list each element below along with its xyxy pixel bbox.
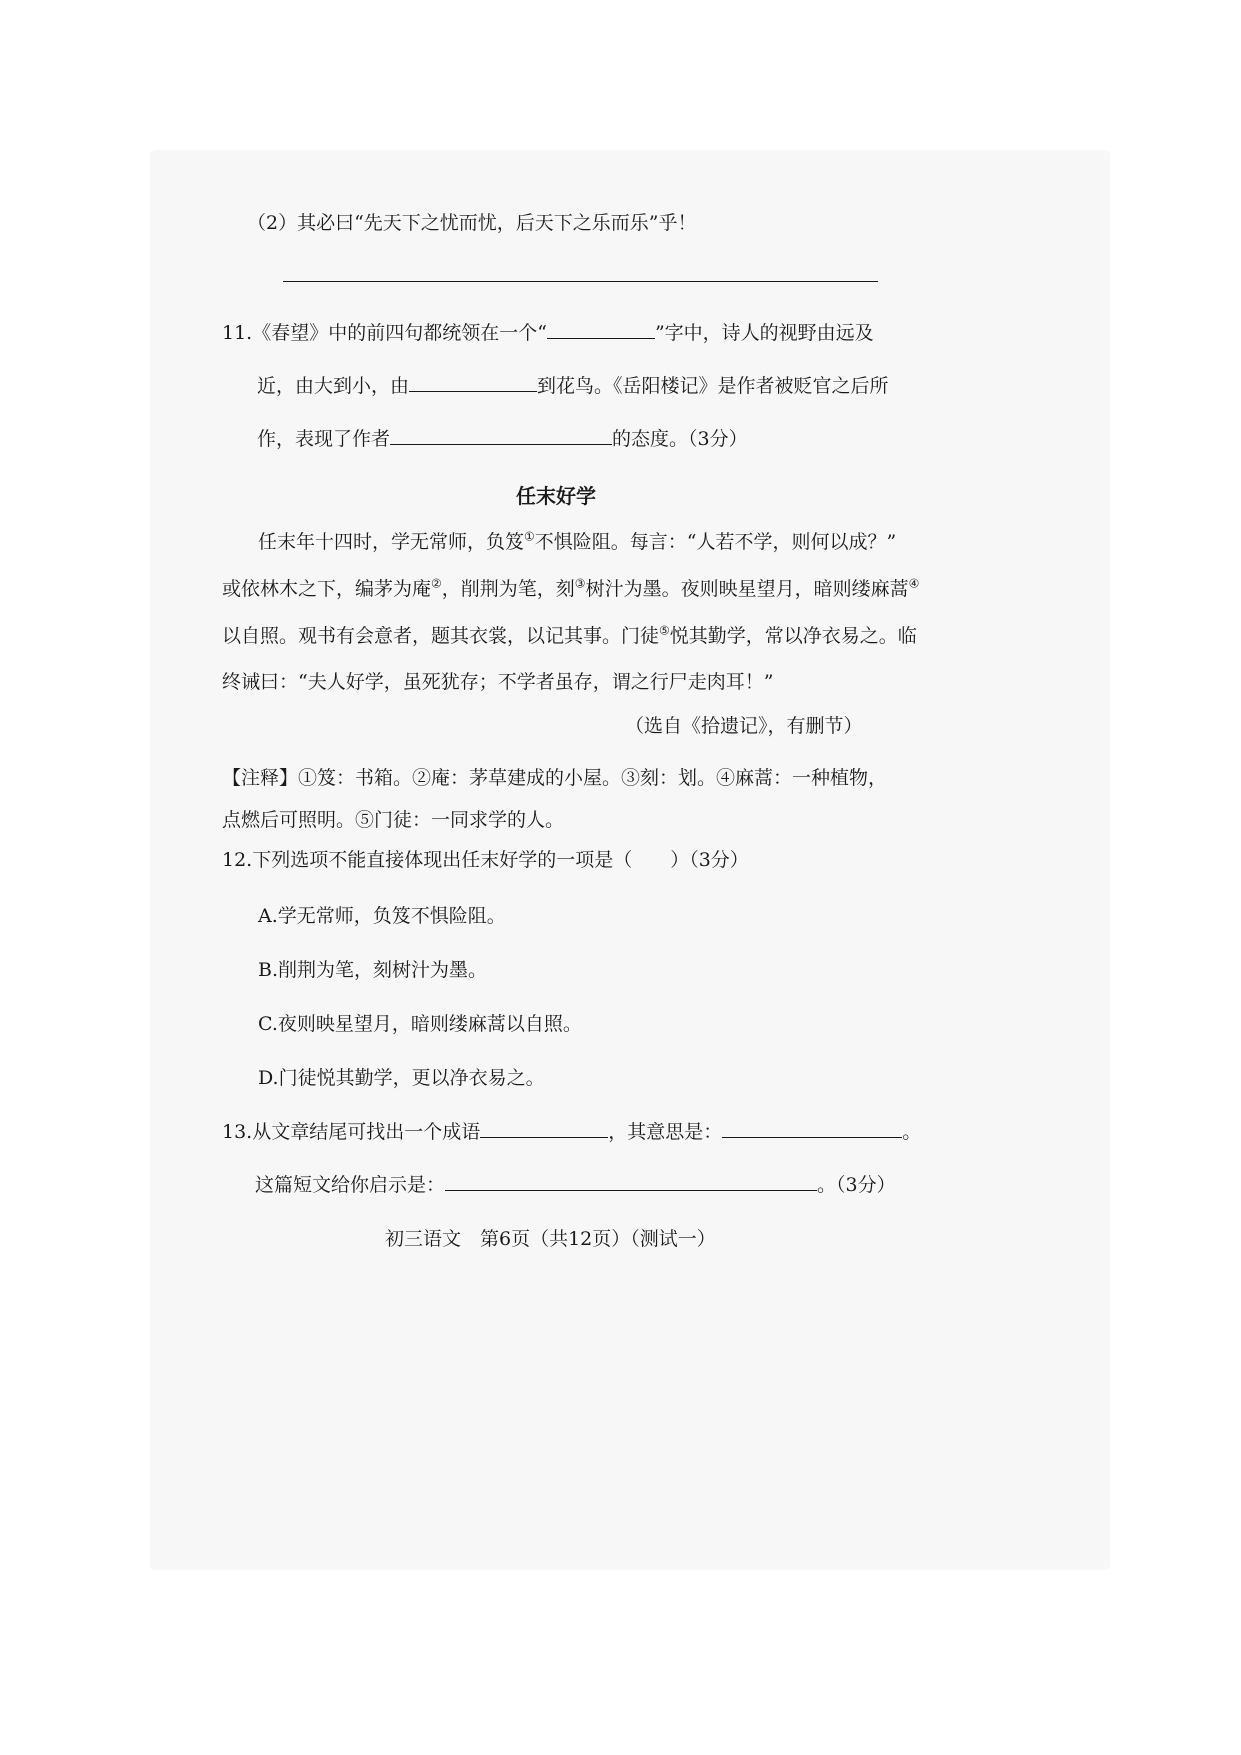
q11-line2-post: 到花鸟。《岳阳楼记》是作者被贬官之后所 [537, 375, 889, 397]
q11-line2 [257, 371, 889, 400]
page-footer: 初三语文 第6页（共12页）（测试一） [385, 1228, 716, 1250]
q10-line2: （2）其必曰“先天下之忧而忧，后天下之乐而乐”乎！ [247, 212, 697, 234]
notes-line-1: 【注释】①笈：书箱。②庵：茅草建成的小屋。③刻：划。④麻蒿：一种植物， [222, 767, 888, 789]
passage-text: 树汁为墨。夜则映星望月，暗则缕麻蒿 [585, 578, 909, 600]
q11-line1-post: ”字中，诗人的视野由远及 [654, 322, 874, 344]
passage-text: ，削荆为笔，刻 [441, 578, 575, 600]
q12-option-a[interactable]: A.学无常师，负笈不惧险阻。 [258, 905, 506, 927]
note-marker-3: ③ [574, 576, 586, 591]
note-marker-2: ② [431, 576, 442, 591]
q12-option-c[interactable]: C.夜则映星望月，暗则缕麻蒿以自照。 [258, 1013, 582, 1035]
passage-line-1 [258, 528, 896, 556]
passage-text: 任末年十四时，学无常师，负笈 [258, 531, 525, 553]
q12-stem: 12.下列选项不能直接体现出任末好学的一项是（ ）（3分） [222, 849, 749, 871]
q11-line3 [257, 424, 748, 453]
q13-line1 [222, 1117, 921, 1146]
passage-line-3 [222, 622, 917, 650]
q11-line2-pre: 近，由大到小，由 [257, 375, 410, 397]
q11-blank-3[interactable] [390, 424, 612, 445]
q11-line1 [222, 318, 874, 347]
q11-blank-2[interactable] [409, 371, 537, 392]
q13-idiom-blank[interactable] [480, 1117, 608, 1138]
passage-line-2 [222, 575, 919, 603]
passage-title: 任末好学 [516, 484, 596, 508]
q13-line1-mid: ，其意思是： [608, 1121, 723, 1143]
q13-line2-pre: 这篇短文给你启示是： [255, 1174, 446, 1196]
q13-line2-post: 。（3分） [817, 1174, 896, 1196]
q13-line2 [255, 1170, 896, 1199]
passage-text: 悦其勤学，常以净衣易之。临 [669, 625, 917, 647]
q11-blank-1[interactable] [547, 318, 655, 339]
q11-line3-pre: 作，表现了作者 [257, 428, 391, 450]
q11-line3-post: 的态度。（3分） [612, 428, 748, 450]
note-marker-1: ① [524, 529, 535, 544]
passage-text: 不惧险阻。每言：“人若不学，则何以成？” [534, 531, 897, 553]
passage-text: 或依林木之下，编茅为庵 [222, 578, 432, 600]
note-marker-4: ④ [908, 576, 920, 591]
note-marker-5: ⑤ [659, 623, 670, 638]
passage-source: （选自《拾遗记》，有删节） [625, 715, 863, 737]
q13-line1-pre: 13.从文章结尾可找出一个成语 [222, 1121, 481, 1143]
passage-line-4: 终诫曰：“夫人好学，虽死犹存；不学者虽存，谓之行尸走肉耳！” [222, 671, 774, 693]
q10-answer-line [283, 281, 878, 282]
notes-line-2: 点燃后可照明。⑤门徒：一同求学的人。 [222, 809, 565, 831]
passage-text: 以自照。观书有会意者，题其衣裳，以记其事。门徒 [222, 625, 660, 647]
q12-option-b[interactable]: B.削荆为笔，刻树汁为墨。 [258, 959, 488, 981]
q12-option-d[interactable]: D.门徒悦其勤学，更以净衣易之。 [258, 1067, 545, 1089]
q11-line1-pre: 11.《春望》中的前四句都统领在一个“ [222, 322, 547, 344]
q13-insight-blank[interactable] [445, 1170, 817, 1191]
q13-meaning-blank[interactable] [722, 1117, 902, 1138]
q13-line1-post: 。 [902, 1121, 922, 1143]
